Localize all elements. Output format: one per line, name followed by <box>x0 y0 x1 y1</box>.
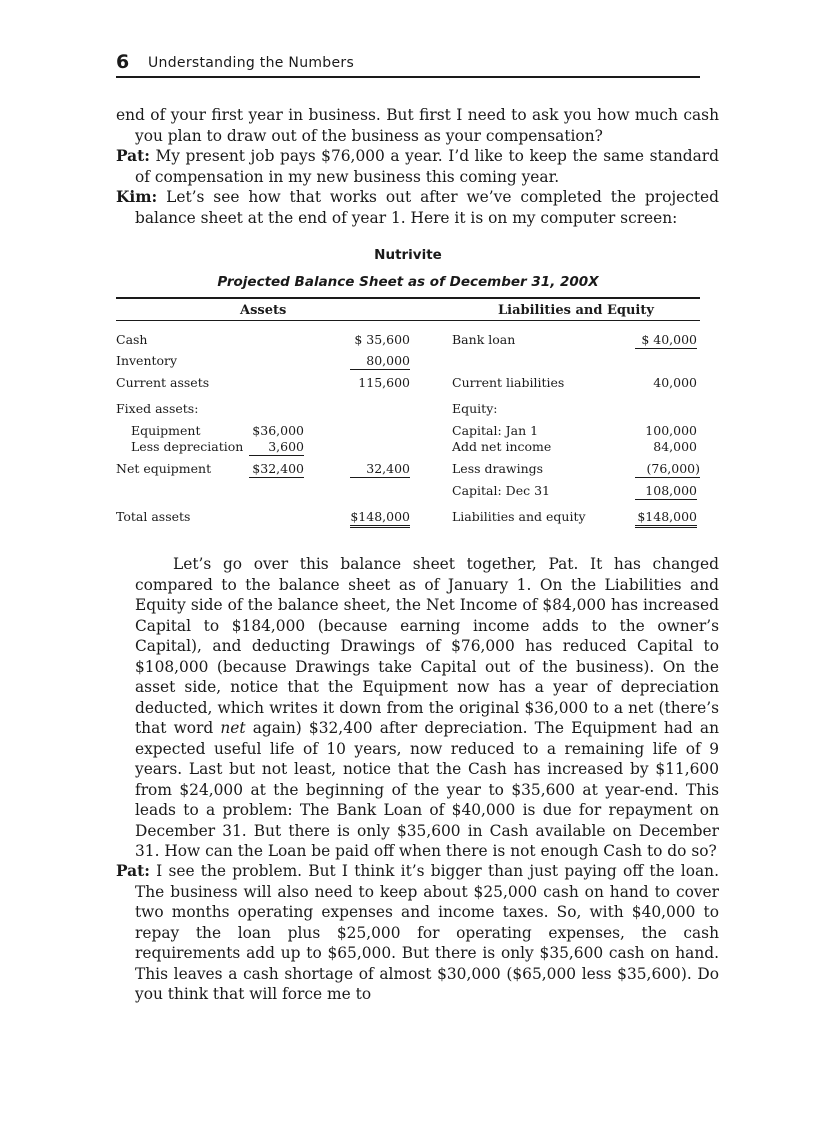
inventory-value: 80,000 <box>350 353 410 370</box>
cash-value: $ 35,600 <box>354 332 410 347</box>
net-equipment-label: Net equipment <box>116 461 212 476</box>
body-paragraph <box>116 554 719 862</box>
liab-equity-label: Liabilities and equity <box>452 509 586 524</box>
speaker-label: Pat: <box>116 147 150 165</box>
inventory-label: Inventory <box>116 353 178 368</box>
dialogue-kim <box>116 187 719 228</box>
liabilities-header: Liabilities and Equity <box>498 303 654 318</box>
less-depreciation-value: 3,600 <box>249 439 304 456</box>
paragraph-text: end of your first year in business. But first I need to ask you how much cash you plan to draw out of the business as your compensation? <box>116 106 719 145</box>
body-text-end: again) $32,400 after depreciation. The Equipment had an expected useful life of 10 years, now reduced to a remaining life of 9 years. Last but not least, notice that the Cash has increased by $11,600 from $24,000 at the beginning of the year to $35,600 at year-end. This leads to a problem: The Bank Loan of $40,000 is due for repayment on December 31. But there is only $35,600 in Cash available on December 31. How can the Loan be paid off when there is not enough Cash to do so? <box>135 719 719 860</box>
capital-dec-label: Capital: Dec 31 <box>452 483 550 498</box>
cash-label: Cash <box>116 332 148 347</box>
less-depreciation-label: Less depreciation <box>131 439 244 454</box>
body-text-start: Let’s go over this balance sheet together, Pat. It has changed compared to the balance sheet as of January 1. On the Liabilities and Equity side of the balance sheet, the Net Income of $84,000 has increased Capital to $184,000 (because earning income adds to the owner’s Capital), and deducting Drawings of $76,000 has reduced Capital to $108,000 (because Drawings take Capital out of the business). On the asset side, notice that the Equipment now has a year of depreciation deducted, which writes it down from the original $36,000 to a net (there’s that word <box>135 555 719 737</box>
add-net-income-value: 84,000 <box>653 439 697 454</box>
add-net-income-label: Add net income <box>452 439 552 454</box>
running-header <box>116 50 700 78</box>
capital-jan-value: 100,000 <box>645 423 697 438</box>
dialogue-pat <box>116 146 719 187</box>
current-assets-label: Current assets <box>116 375 210 390</box>
dialogue-text: My present job pays $76,000 a year. I’d like to keep the same standard of compensation in my new business this coming year. <box>135 147 719 186</box>
emphasis-net: net <box>220 719 246 737</box>
total-assets-label: Total assets <box>116 509 191 524</box>
page-number: 6 <box>116 51 130 73</box>
bank-loan-label: Bank loan <box>452 332 516 347</box>
less-drawings-value: (76,000) <box>635 461 700 478</box>
speaker-label: Kim: <box>116 188 158 206</box>
current-liabilities-label: Current liabilities <box>452 375 565 390</box>
dialogue-text: I see the problem. But I think it’s bigger than just paying off the loan. The business will also need to keep about $25,000 cash on hand to cover two months operating expenses and income taxes. So, with $40,000 to repay the loan plus $25,000 for operating expenses, the cash requirements add up to $65,000. But there is only $35,600 cash on hand. This leaves a cash shortage of almost $30,000 ($65,000 less $35,600). Do you think that will force me to <box>135 862 719 1003</box>
total-assets-value: $148,000 <box>350 509 410 528</box>
paragraph-continuation <box>116 105 719 146</box>
current-assets-value: 115,600 <box>358 375 410 390</box>
capital-dec-value: 108,000 <box>635 483 697 500</box>
top-rule <box>116 297 700 299</box>
speaker-label: Pat: <box>116 862 150 880</box>
equity-label: Equity: <box>452 401 498 416</box>
capital-jan-label: Capital: Jan 1 <box>452 423 539 438</box>
net-equipment-value: 32,400 <box>350 461 410 478</box>
dialogue-text: Let’s see how that works out after we’ve completed the projected balance sheet at the end of year 1. Here it is on my computer screen: <box>135 188 719 227</box>
statement-title: Projected Balance Sheet as of December 31, 200X <box>217 274 599 290</box>
liab-equity-value: $148,000 <box>635 509 697 528</box>
current-liabilities-value: 40,000 <box>653 375 697 390</box>
equipment-label: Equipment <box>131 423 201 438</box>
assets-header: Assets <box>240 303 287 318</box>
balance-sheet <box>116 297 700 537</box>
header-rule <box>116 320 700 321</box>
running-title: Understanding the Numbers <box>148 55 355 71</box>
company-name: Nutrivite <box>374 247 442 263</box>
equipment-value: $36,000 <box>252 423 304 438</box>
bank-loan-value: $ 40,000 <box>635 332 697 349</box>
dialogue-pat-2 <box>116 861 719 1005</box>
net-equipment-subtotal: $32,400 <box>249 461 304 478</box>
less-drawings-label: Less drawings <box>452 461 544 476</box>
fixed-assets-label: Fixed assets: <box>116 401 199 416</box>
